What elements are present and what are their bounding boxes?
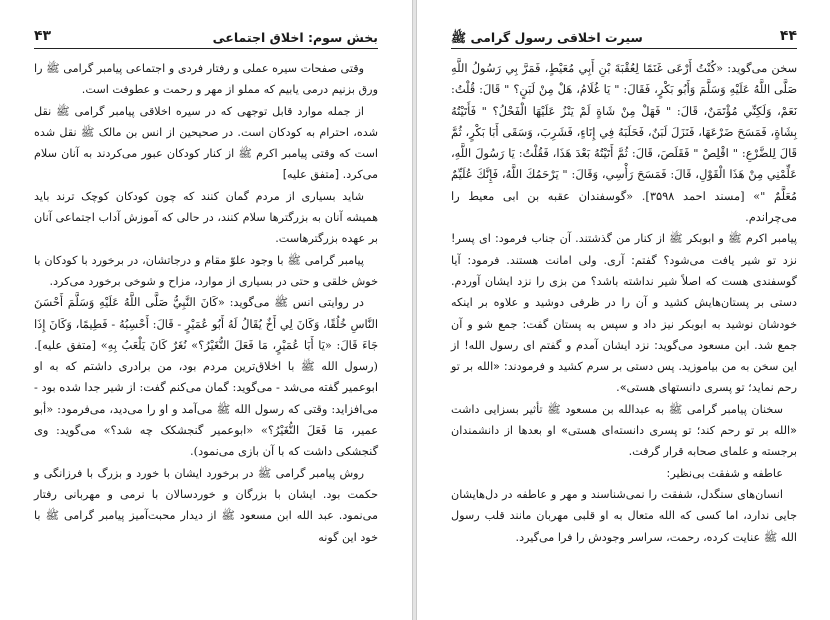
right-page <box>416 0 830 620</box>
left-page <box>0 0 413 620</box>
page-body <box>34 58 378 548</box>
chapter-title: سیرت اخلاقی رسول گرامی ﷺ <box>451 30 643 45</box>
paragraph: پیامبر اکرم ﷺ و ابوبکر ﷺ از کنار من گذشتند. آن جناب فرمود: ای پسر! نزد تو شیر یافت می‌شود؟ گفتم: آری. ولی امانت هستند. فرمود: آیا گوسفندی هست که اصلاً شیر نداشته باشد؟ من بزی را نزد ایشان آوردم. دستی بر پستان‌هایش کشید و آن را در ظرفی دوشید و علاوه بر اینکه خودشان نوشید به ابوبکر نیز داد و سپس به پستان گفت: جمع شو و آن جمع شد. ابن مسعود می‌گوید: نزد ایشان آمدم و گفتم ای رسول الله! از این سخن به من بیاموزید. پس دستی بر سرم کشید و فرمودند: «الله بر تو رحم نماید؛ تو پسری دانستهای هستی». <box>451 232 797 395</box>
paragraph: روش پیامبر گرامی ﷺ در برخورد ایشان با خورد و بزرگ با فرزانگی و حکمت بود. ایشان با بزرگان و خوردسالان با نرمی و مهربانی رفتار می‌نمود. عبد الله ابن مسعود ﷺ از دیدار محبت‌آمیز پیامبر گرامی ﷺ با خود این گونه <box>34 466 378 544</box>
page-number: ۴۴ <box>779 28 797 44</box>
page-header <box>451 28 797 49</box>
section-title: بخش سوم: اخلاق اجتماعی <box>212 30 378 45</box>
paragraph: شاید بسیاری از مردم گمان کنند که چون کودکان کوچک ترند باید همیشه آنان به بزرگترها سلام کنند، در حالی که آموزش آداب اجتماعی آنان بر عهده بزرگترهاست. <box>34 189 378 246</box>
hadith-paragraph: سخن می‌گوید: «كُنْتُ أَرْعَى غَنَمًا لِعُقْبَةَ بْنِ أَبِي مُعَيْطٍ، فَمَرَّ بِي رَسُولُ اللَّهِ صَلَّى اللَّهُ عَلَيْهِ وَسَلَّمَ وَأَبُو بَكْرٍ، فَقَالَ: " يَا غُلَامُ، هَلْ مِنْ لَبَنٍ؟ " قَالَ: قُلْتُ: نَعَمْ، وَلَكِنِّي مُؤْتَمَنٌ، قَالَ: " فَهَلْ مِنْ شَاةٍ لَمْ يَنْزُ عَلَيْهَا الْفَحْلُ؟ " فَأَتَيْتُهُ بِشَاةٍ، فَمَسَحَ ضَرْعَهَا، فَنَزَلَ لَبَنٌ، فَحَلَبَهُ فِي إِنَاءٍ، فَشَرِبَ، وَسَقَى أَبَا بَكْرٍ، ثُمَّ قَالَ لِلضَّرْعِ: " اقْلِصْ " فَقَلَصَ، قَالَ: ثُمَّ أَتَيْتُهُ بَعْدَ هَذَا، فَقُلْتُ: يَا رَسُولَ اللَّهِ، عَلِّمْنِي مِنْ هَذَا الْقَوْلِ، قَالَ: فَمَسَحَ رَأْسِي، وَقَالَ: " يَرْحَمُكَ اللَّهُ، فَإِنَّكَ عُلَيِّمٌ مُعَلَّمٌ "» [مسند احمد ۳۵۹۸]. «گوسفندان عقبه بن ابی معیط را می‌چراندم. <box>451 61 797 225</box>
paragraph: پیامبر گرامی ﷺ با وجود علوّ مقام و درجاتشان، در برخورد با کودکان با خوش خلقی و حتی در بسیاری از موارد، مزاح و شوخی برخورد می‌کرد. <box>34 253 378 288</box>
paragraph: از جمله موارد قابل توجهی که در سیره اخلاقی پیامبر گرامی ﷺ نقل شده، احترام به کودکان است. در صحیحین از انس بن مالک ﷺ نقل شده است که وقتی پیامبر اکرم ﷺ از کنار کودکان عبور می‌کردند به آنان سلام می‌کرد. [متفق علیه] <box>34 104 378 182</box>
paragraph: انسان‌های سنگدل، شفقت را نمی‌شناسند و مهر و عاطفه در دل‌هایشان جایی ندارد، اما کسی که الله متعال به او قلبی مهربان مانند قلب رسول الله ﷺ عنایت کرده، رحمت، سراسر وجودش را فرا می‌گیرد. <box>451 487 797 544</box>
paragraph: وقتی صفحات سیره عملی و رفتار فردی و اجتماعی پیامبر گرامی ﷺ را ورق بزنیم درمی یابیم که مملو از مهر و رحمت و عطوفت است. <box>34 62 378 97</box>
hadith-paragraph: در روایتی انس ﷺ می‌گوید: «كَانَ النَّبِيُّ صَلَّى اللَّهُ عَلَيْهِ وَسَلَّمَ أَحْسَنَ النَّاسِ خُلُقًا، وَكَانَ لِي أَخٌ يُقَالُ لَهُ أَبُو عُمَيْرٍ - قَالَ: أَحْسِبُهُ - فَطِيمًا، وَكَانَ إِذَا جَاءَ قَالَ: «يَا أَبَا عُمَيْرٍ، مَا فَعَلَ النُّغَيْرُ؟» نُغَرٌ كَانَ يَلْعَبُ بِهِ» [متفق علیه]. (رسول الله ﷺ با اخلاق‌ترین مردم بود، من برادری داشتم که به او ابوعمیر گفته می‌شد - می‌گوید: گمان می‌کنم گفت: از شیر جدا شده بود - می‌افزاید: وقتی که رسول الله ﷺ می‌آمد و او را می‌دید، می‌فرمود: «أبو عمير، مَا فَعَلَ النُّغَيْرُ؟» «ابوعمیر گنجشکک چه شد؟» می‌گوید: وی گنجشکی داشت که با آن بازی می‌نمود). <box>34 295 378 459</box>
subheading: عاطفه و شفقت بی‌نظیر: <box>666 466 783 480</box>
page-number: ۴۳ <box>34 28 52 44</box>
paragraph: سخنان پیامبر گرامی ﷺ به عبدالله بن مسعود ﷺ تأثیر بسزایی داشت «الله بر تو رحم کند؛ تو پسری دانسته‌ای هستی» او بعدها از دانشمندان برجسته و علمای صحابه قرار گرفت. <box>451 402 797 459</box>
page-body <box>451 58 797 548</box>
page-header <box>34 28 378 49</box>
